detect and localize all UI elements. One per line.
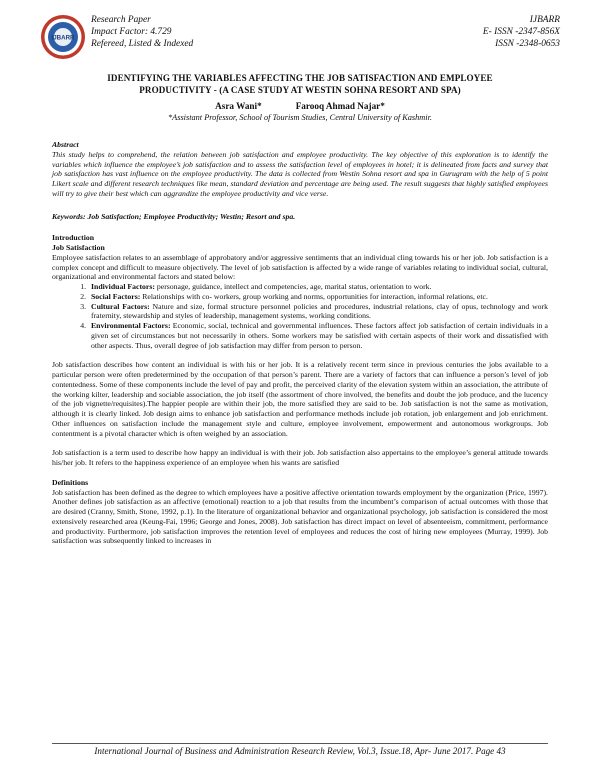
author-list xyxy=(52,101,548,111)
author-2: Farooq Ahmad Najar* xyxy=(295,101,385,111)
factors-list xyxy=(52,282,548,350)
factor-text: Nature and size, formal structure personnel policies and procedures, industrial relations, clay of opus, technology and work fraternity, stewardship and styles of leadership, management systems, working conditions. xyxy=(91,301,548,321)
factor-name: Social Factors: xyxy=(91,291,141,301)
factor-text: Economic, social, technical and governmental influences. These factors affect job satisfaction of certain individuals in a given set of circumstances but not necessarily in others. Some workers may be satisfied with certain aspects of their work and dissatisfied with other aspects. Thus, overall degree of job satisfaction may differ from person to person. xyxy=(91,321,548,350)
factor-text: Relationships with co- workers, group working and norms, opportunities for interaction, informal relations, etc. xyxy=(140,291,488,301)
intro-paragraph-3: Job satisfaction is a term used to describe how happy an individual is with their job. Job satisfaction also appertains to the employee’s general attitude towards his/her job. It refers to the happiness experience of an employee when his wants are satisfied xyxy=(52,448,548,467)
title-line-1: IDENTIFYING THE VARIABLES AFFECTING THE JOB SATISFACTION AND EMPLOYEE xyxy=(107,73,493,83)
definitions-heading: Definitions xyxy=(52,477,89,487)
list-item xyxy=(88,282,548,292)
header-left xyxy=(91,14,193,50)
paper-body xyxy=(52,140,548,546)
refereed-note: Refereed, Listed & Indexed xyxy=(91,39,194,49)
intro-paragraph-1: Employee satisfaction relates to an assemblage of approbatory and/or aggressive sentiments that an individual cling towards his or her job. Job satisfaction is a complex concept and difficult to measure objectively. The level of job satisfaction is affected by a wide range of variables relating to individual social, cultural, organizational and environmental factors and stated below: xyxy=(52,252,548,282)
definitions-paragraph: Job satisfaction has been defined as the degree to which employees have a positive affective orientation towards employment by the organization (Price, 1997). Another defines job satisfaction as an affective (emotional) reaction to a job that results from the incumbent’s comparison of actual outcomes with those that are desired (Cranny, Smith, Stone, 1992, p.1). In the literature of organizational behavior and organizational psychology, job satisfaction is considered the most extensively researched area (Keung-Fai, 1996; George and Jones, 2008). Job satisfaction has direct impact on level of absenteeism, commitment, performance and productivity. Furthermore, job satisfaction improves the retention level of employees and reduces the cost of hiring new employees (Murray, 1999). Job satisfaction was subsequently linked to increases in xyxy=(52,487,548,546)
impact-factor: Impact Factor: 4.729 xyxy=(91,27,172,37)
abstract-text: This study helps to comprehend, the relation between job satisfaction and employee productivity. The key objective of this exploration is to identify the variables which influence the employee’s job satisfaction and to assess the satisfaction level of employees in hotel; it is delineated from facts and survey that job satisfaction has vast influence on the employee productivity. The data is collected from Westin Sohna resort and spa in Gurugram with the help of 5 point Likert scale and different research techniques like mean, standard deviation and percentage are being used. The result suggests that highly satisfied employees will try to give their best which can aggrandize the employee productivity and vice verse. xyxy=(52,149,548,198)
factor-name: Environmental Factors: xyxy=(91,321,171,330)
abstract-heading: Abstract xyxy=(52,140,79,149)
title-line-2: PRODUCTIVITY - (A CASE STUDY AT WESTIN SOHNA RESORT AND SPA) xyxy=(139,85,461,95)
logo-text: IJBARR xyxy=(51,34,75,42)
author-1: Asra Wani* xyxy=(215,101,262,111)
header-right xyxy=(483,14,560,50)
factor-name: Cultural Factors: xyxy=(91,301,150,311)
paper-title xyxy=(52,72,548,96)
journal-abbrev: IJBARR xyxy=(529,15,560,25)
list-item xyxy=(88,292,548,302)
intro-heading: Introduction xyxy=(52,233,95,243)
issn: ISSN -2348-0653 xyxy=(495,39,560,49)
footer-divider xyxy=(52,743,548,744)
list-item xyxy=(88,321,548,350)
paper-type: Research Paper xyxy=(91,15,151,25)
list-item xyxy=(88,302,548,322)
factor-name: Individual Factors: xyxy=(91,282,155,291)
page-footer: International Journal of Business and Administration Research Review, Vol.3, Issue.18, Apr- June 2017. Page 43 xyxy=(94,746,506,756)
author-affiliation: *Assistant Professor, School of Tourism Studies, Central University of Kashmir. xyxy=(168,113,432,122)
factor-text: personage, guidance, intellect and competencies, age, marital status, orientation to work. xyxy=(154,282,432,291)
journal-logo xyxy=(40,14,86,60)
keywords: Keywords: Job Satisfaction; Employee Productivity; Westin; Resort and spa. xyxy=(52,211,296,221)
intro-paragraph-2: Job satisfaction describes how content an individual is with his or her job. It is a relatively recent term since in previous centuries the jobs available to a particular person were often predetermined by the occupation of that person’s parent. There are a variety of factors that can influence a person’s level of job contentedness. Some of these components include the level of pay and profit, the perceived clarity of the elevation system within an association, the attribute of the working kilter, leadership and sociable association, the job itself (the assortment of chore involved, the benefits and doubt the job produce, and the lucency of the job vignette/requisites).The happier people are within their job, the more satisfied they are said to be. Job satisfaction is not the same as motivation, although it is clearly linked. Job design aims to enhance job satisfaction and performance methods include job rotation, job enlargement and job enrichment. Other influences on satisfaction include the management style and culture, employee involvement, empowerment and autonomous workgroups. Job contentment is a pivotal character which is often weighed by an association. xyxy=(52,360,548,438)
job-satisfaction-heading: Job Satisfaction xyxy=(52,243,105,252)
e-issn: E- ISSN -2347-856X xyxy=(482,27,560,37)
